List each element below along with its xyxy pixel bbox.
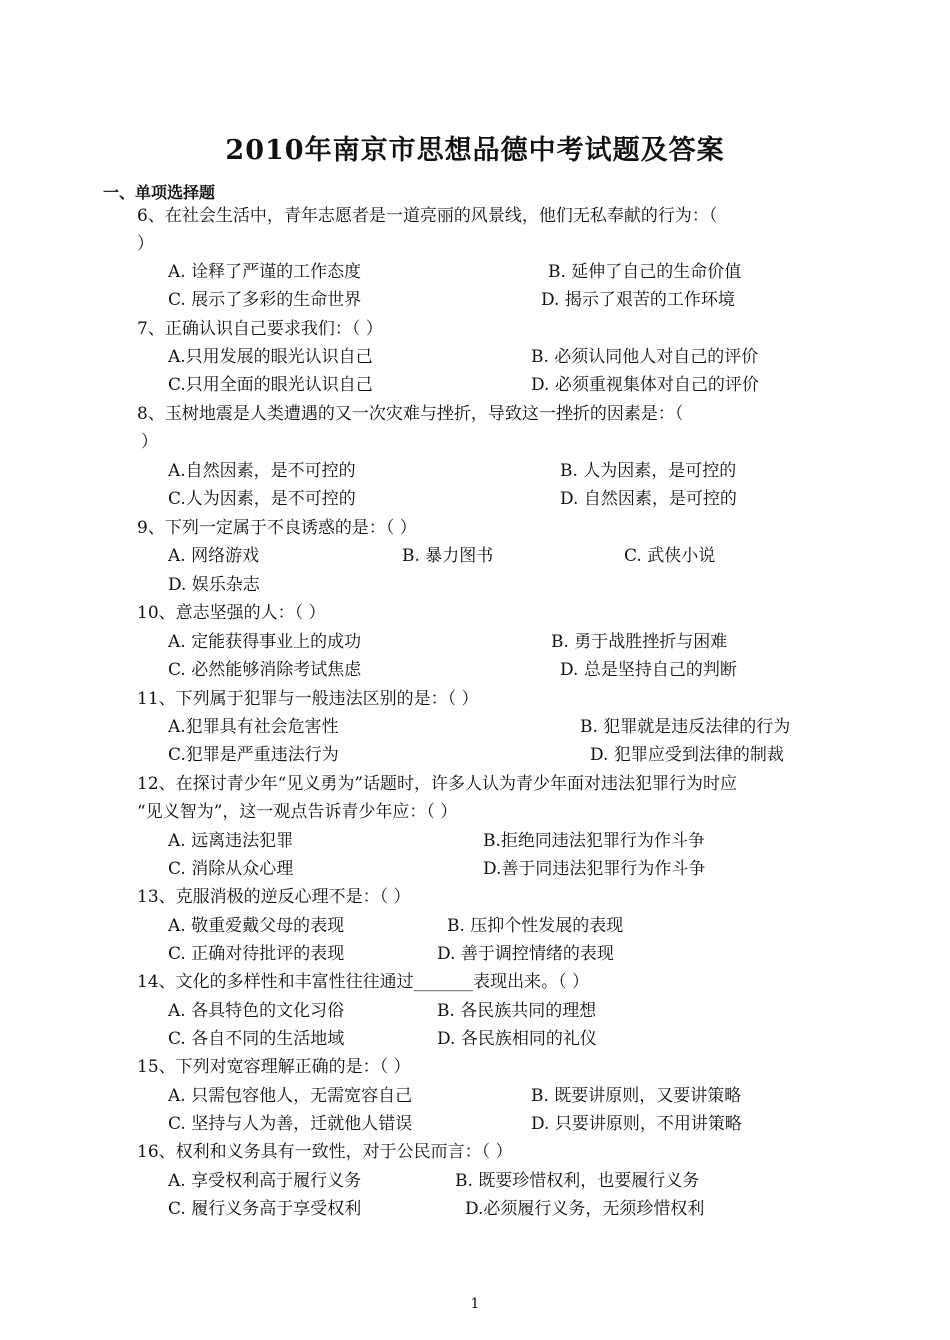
question-stem: 10、意志坚强的人：（ ） <box>137 603 326 623</box>
option-c: C. 履行义务高于享受权利 <box>168 1199 362 1219</box>
option-b: B. 各民族共同的理想 <box>437 1001 597 1021</box>
option-a: A.犯罪具有社会危害性 <box>168 717 339 737</box>
option-a: A. 敬重爱戴父母的表现 <box>168 916 345 936</box>
option-b: B. 必须认同他人对自己的评价 <box>531 347 759 367</box>
option-a: A. 网络游戏 <box>168 546 260 566</box>
option-b: B. 压抑个性发展的表现 <box>447 916 624 936</box>
option-a: A. 只需包容他人，无需宽容自己 <box>168 1086 413 1106</box>
page-title: 2010年南京市思想品德中考试题及答案 <box>225 135 725 166</box>
option-d: D. 必须重视集体对自己的评价 <box>531 375 759 395</box>
option-b: B.拒绝同违法犯罪行为作斗争 <box>483 831 705 851</box>
option-c: C.人为因素，是不可控的 <box>168 489 356 509</box>
question-stem: 15、下列对宽容理解正确的是：（ ） <box>137 1057 411 1077</box>
question-stem-cont: ） <box>141 432 158 452</box>
question-stem: 14、文化的多样性和丰富性往往通过_______表现出来。（ ） <box>137 972 590 992</box>
option-c: C. 展示了多彩的生命世界 <box>168 290 362 310</box>
option-d: D. 娱乐杂志 <box>168 575 260 595</box>
option-b: B. 延伸了自己的生命价值 <box>548 262 742 282</box>
question-stem: 7、正确认识自己要求我们：（ ） <box>137 319 383 339</box>
question-stem: 6、在社会生活中，青年志愿者是一道亮丽的风景线，他们无私奉献的行为：（ <box>137 206 718 226</box>
option-a: A. 远离违法犯罪 <box>168 831 294 851</box>
option-d: D. 只要讲原则，不用讲策略 <box>531 1114 742 1134</box>
option-b: B. 既要讲原则，又要讲策略 <box>531 1086 742 1106</box>
option-d: D. 总是坚持自己的判断 <box>560 660 737 680</box>
option-b: B. 犯罪就是违反法律的行为 <box>580 717 791 737</box>
question-stem-cont: “见义智为”，这一观点告诉青少年应：（ ） <box>137 802 458 822</box>
question-stem: 12、在探讨青少年“见义勇为”话题时，许多人认为青少年面对违法犯罪行为时应 <box>137 774 738 794</box>
option-a: A. 各具特色的文化习俗 <box>168 1001 345 1021</box>
option-c: C. 坚持与人为善，迁就他人错误 <box>168 1114 413 1134</box>
option-d: D. 自然因素，是可控的 <box>560 489 737 509</box>
question-stem: 11、下列属于犯罪与一般违法区别的是：（ ） <box>137 689 479 709</box>
question-stem: 16、权利和义务具有一致性，对于公民而言：（ ） <box>137 1142 513 1162</box>
option-a: A. 诠释了严谨的工作态度 <box>168 262 362 282</box>
option-c: C. 武侠小说 <box>624 546 716 566</box>
option-c: C. 各自不同的生活地域 <box>168 1029 345 1049</box>
question-stem: 13、克服消极的逆反心理不是：（ ） <box>137 887 411 907</box>
option-c: C. 消除从众心理 <box>168 859 294 879</box>
option-a: A. 定能获得事业上的成功 <box>168 632 362 652</box>
option-c: C.犯罪是严重违法行为 <box>168 745 339 765</box>
option-b: B. 勇于战胜挫折与困难 <box>551 632 728 652</box>
option-d: D. 善于调控情绪的表现 <box>437 944 614 964</box>
option-b: B. 暴力图书 <box>402 546 494 566</box>
option-c: C. 必然能够消除考试焦虑 <box>168 660 362 680</box>
option-d: D. 揭示了艰苦的工作环境 <box>541 290 735 310</box>
option-a: A.只用发展的眼光认识自己 <box>168 347 373 367</box>
option-c: C. 正确对待批评的表现 <box>168 944 345 964</box>
option-b: B. 人为因素，是可控的 <box>560 461 737 481</box>
section-heading: 一、单项选择题 <box>103 183 216 202</box>
option-d: D. 犯罪应受到法律的制裁 <box>590 745 784 765</box>
question-stem: 9、下列一定属于不良诱惑的是：（ ） <box>137 518 417 538</box>
question-stem-cont: ） <box>137 234 154 254</box>
option-d: D.必须履行义务，无须珍惜权利 <box>465 1199 705 1219</box>
option-d: D.善于同违法犯罪行为作斗争 <box>483 859 706 879</box>
option-d: D. 各民族相同的礼仪 <box>437 1029 597 1049</box>
option-c: C.只用全面的眼光认识自己 <box>168 375 373 395</box>
option-a: A. 享受权利高于履行义务 <box>168 1171 362 1191</box>
option-b: B. 既要珍惜权利，也要履行义务 <box>455 1171 700 1191</box>
page-number: 1 <box>470 1296 480 1312</box>
question-stem: 8、玉树地震是人类遭遇的又一次灾难与挫折，导致这一挫折的因素是：（ <box>137 404 684 424</box>
option-a: A.自然因素，是不可控的 <box>168 461 356 481</box>
